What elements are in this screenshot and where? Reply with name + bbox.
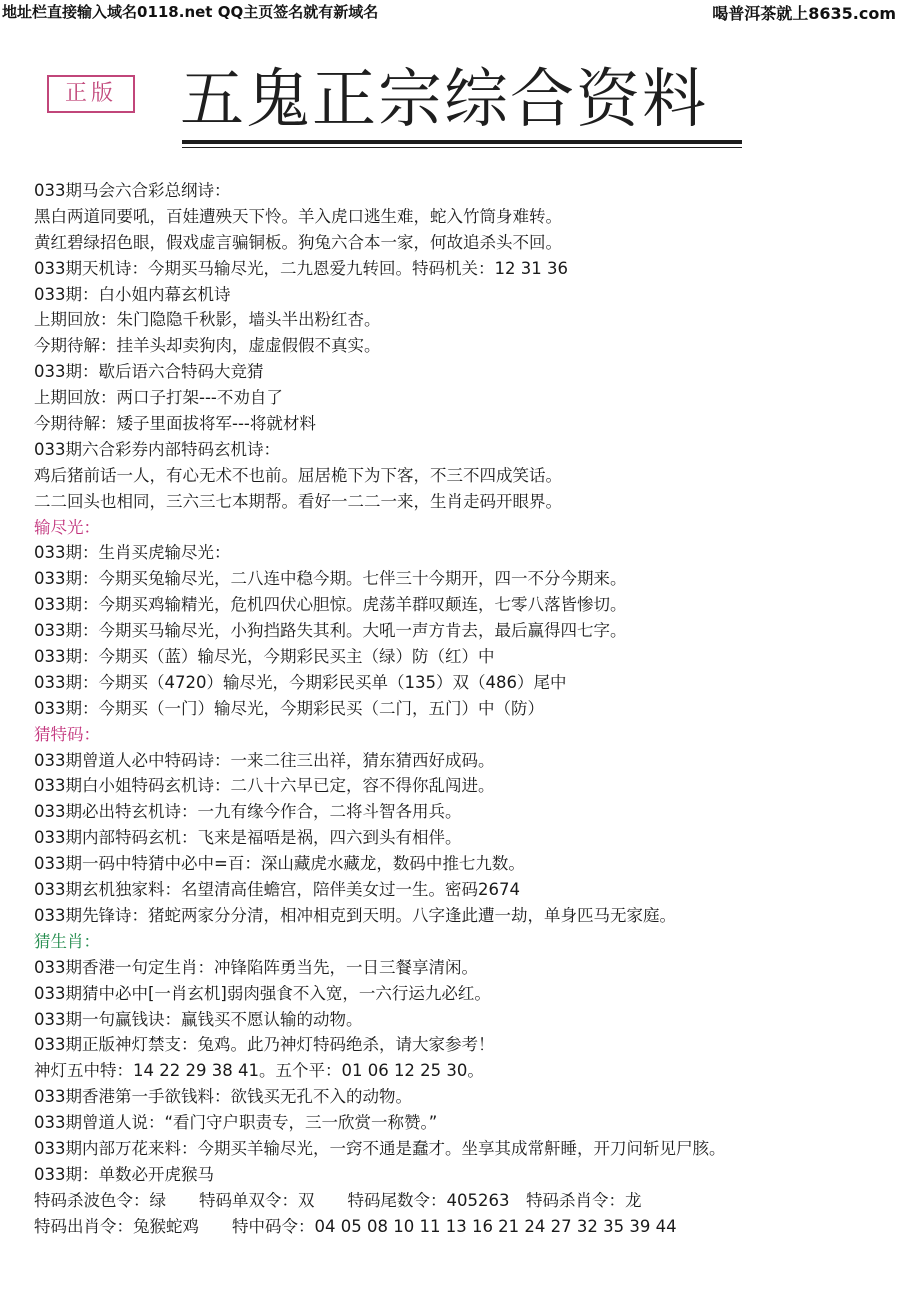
content-line: 特码杀波色令：绿 特码单双令：双 特码尾数令：405263 特码杀肖令：龙 [34,1190,642,1210]
section-heading: 猜特码： [34,724,100,744]
title-underline-thick [182,140,742,144]
content-line: 033期内部特码玄机：飞来是福唔是祸，四六到头有相伴。 [34,828,462,848]
content-line: 今期待解：挂羊头却卖狗肉，虚虚假假不真实。 [34,336,381,356]
content-line: 033期天机诗：今期买马输尽光，二九恩爱九转回。特码机关：12 31 36 [34,258,568,278]
content-line: 黑白两道同要吼，百娃遭殃天下怜。羊入虎口逃生难，蛇入竹筒身难转。 [34,206,562,226]
page-title: 五鬼正宗综合资料 [180,63,708,137]
title-underline-thin [182,147,742,148]
section-heading: 输尽光： [34,517,100,537]
content-line: 033期正版神灯禁支：兔鸡。此乃神灯特码绝杀，请大家参考！ [34,1035,495,1055]
content-line: 鸡后猪前话一人，有心无术不也前。屈居桅下为下客，不三不四成笑话。 [34,465,562,485]
content-line: 033期曾道人说：“看门守户职责专，三一欣赏一称赞。” [34,1113,438,1133]
content-line: 033期：白小姐内幕玄机诗 [34,284,231,304]
content-line: 033期香港一句定生肖：冲锋陷阵勇当先，一日三餐享清闲。 [34,957,478,977]
top-tea-ad: 喝普洱茶就上8635.com [712,4,896,23]
content-line: 033期：今期买兔输尽光，二八连中稳今期。七伴三十今期开，四一不分今期来。 [34,569,627,589]
content-line: 033期马会六合彩总纲诗： [34,181,231,200]
content-line: 033期：今期买鸡输精光，危机四伏心胆惊。虎荡羊群叹颠连，七零八落皆惨切。 [34,595,627,615]
content-line: 上期回放：朱门隐隐千秋影，墙头半出粉红杏。 [34,310,381,330]
content-line: 上期回放：两口子打架---不劝自了 [34,388,283,408]
content-line: 特码出肖令：兔猴蛇鸡 特中码令：04 05 08 10 11 13 16 21 24 27 32 35 39 44 [34,1216,677,1236]
content-line: 033期猜中必中[一肖玄机]弱肉强食不入宽，一六行运九必红。 [34,983,491,1003]
content-line: 033期：单数必开虎猴马 [34,1164,214,1184]
content-line: 033期：今期买（蓝）输尽光，今期彩民买主（绿）防（红）中 [34,647,495,667]
content-line: 033期必出特玄机诗：一九有缘今作合，二将斗智各用兵。 [34,802,462,822]
content-line: 033期白小姐特码玄机诗：二八十六早已定，容不得你乱闯进。 [34,776,495,796]
content-line: 033期一句赢钱诀：赢钱买不愿认输的动物。 [34,1009,363,1029]
content-line: 033期：今期买（4720）输尽光，今期彩民买单（135）双（486）尾中 [34,672,567,692]
content-line: 神灯五中特：14 22 29 38 41。五个平：01 06 12 25 30。 [34,1061,484,1081]
content-line: 今期待解：矮子里面拔将军---将就材料 [34,414,316,434]
content-line: 033期六合彩券内部特码玄机诗： [34,439,280,459]
content-line: 033期先锋诗：猪蛇两家分分清，相冲相克到天明。八字逢此遭一劫，单身匹马无家庭。 [34,905,676,925]
content-line: 033期：今期买马输尽光，小狗挡路失其利。大吼一声方肯去，最后赢得四七字。 [34,621,627,641]
content-line: 黄红碧绿招色眼，假戏虚言骗铜板。狗兔六合本一家，何故追杀头不回。 [34,232,562,252]
content-line: 033期曾道人必中特码诗：一来二往三出祥，猜东猜西好成码。 [34,750,495,770]
official-badge: 正版 [47,75,135,113]
section-heading: 猜生肖： [34,931,100,951]
content-line: 033期香港第一手欲钱料：欲钱买无孔不入的动物。 [34,1087,412,1107]
content-line: 033期玄机独家料：名望清高佳蟾宫，陪伴美女过一生。密码2674 [34,880,520,900]
content-line: 033期一码中特猜中必中=百：深山藏虎水藏龙，数码中推七九数。 [34,854,525,874]
content-line: 033期：今期买（一门）输尽光，今期彩民买（二门，五门）中（防） [34,698,544,718]
prediction-content [34,178,894,1240]
top-banner [0,0,900,22]
content-line: 二二回头也相同，三六三七本期帮。看好一二二一来，生肖走码开眼界。 [34,491,562,511]
content-line: 033期：歇后语六合特码大竞猜 [34,362,264,382]
content-line: 033期内部万花来料：今期买羊输尽光，一窍不通是蠢才。坐享其成常鼾睡，开刀问斩见尸胲。 [34,1138,726,1158]
content-line: 033期：生肖买虎输尽光： [34,543,231,563]
top-domain-notice: 地址栏直接输入域名0118.net QQ主页签名就有新域名 [2,3,379,21]
